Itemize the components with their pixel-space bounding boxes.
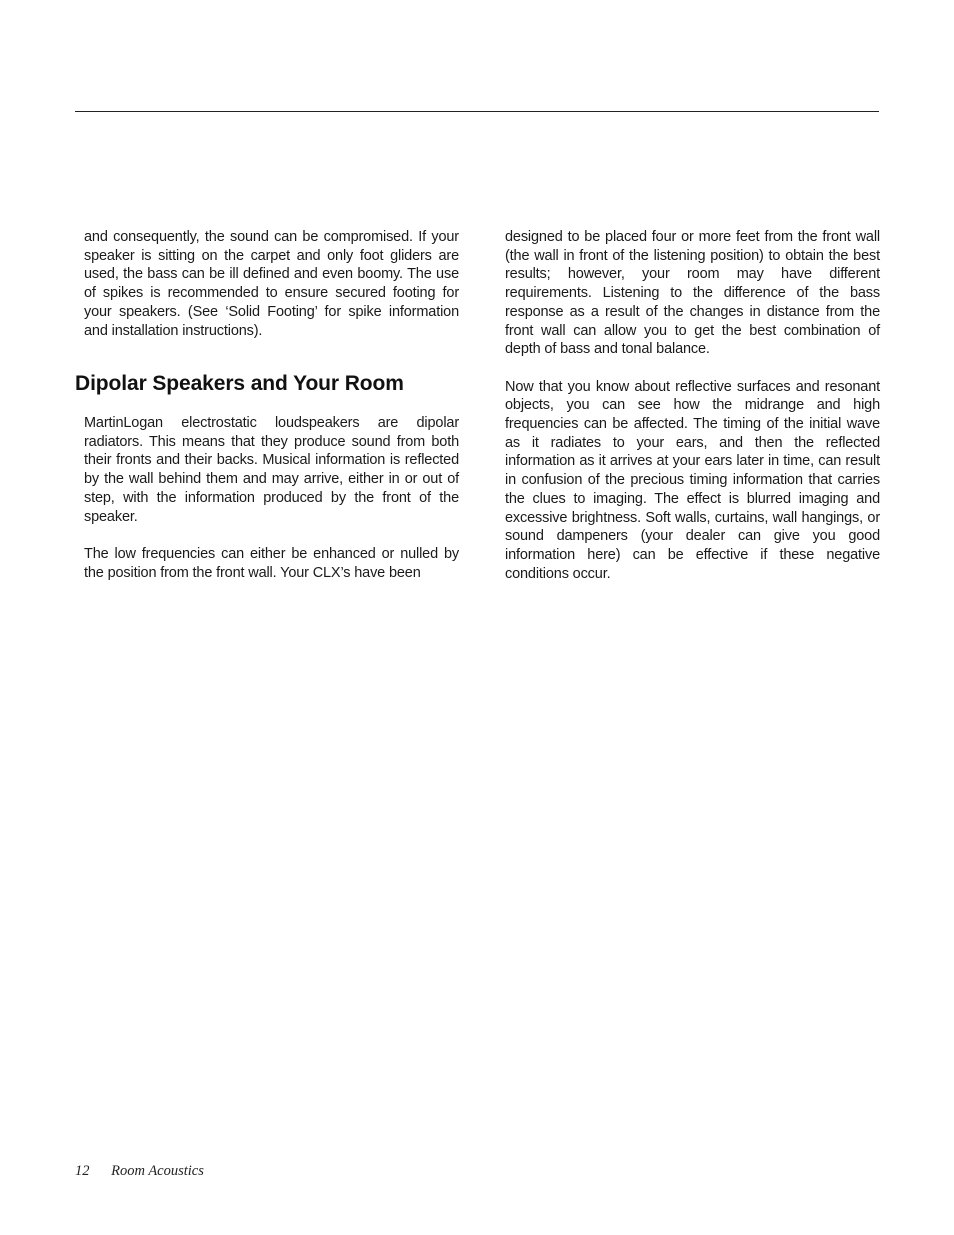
- footer-section-title: Room Acoustics: [111, 1163, 204, 1179]
- left-paragraph-3: The low frequencies can either be enhanced or nulled by the position from the front wall. Your CLX’s have been: [84, 545, 459, 581]
- page-footer: [75, 1163, 204, 1180]
- right-paragraph-2: Now that you know about reflective surfaces and resonant objects, you can see how the midrange and high frequencies can be affected. The timing of the initial wave as it radiates to your ears, and then the reflected information as it arrives at your ears later in time, can result in confusion of the precious timing information that carries the clues to imaging. The effect is blurred imaging and excessive brightness. Soft walls, curtains, wall hangings, or sound dampeners (your dealer can give you good information here) can be effective if these negative conditions occur.: [505, 378, 880, 582]
- right-column: [505, 228, 880, 583]
- left-paragraph-1: and consequently, the sound can be compromised. If your speaker is sitting on the carpet and only foot gliders are used, the bass can be ill defined and even boomy. The use of spikes is recommended to ensure secured footing for your speakers. (See ‘Solid Footing’ for spike information and installation instructions).: [84, 229, 459, 339]
- left-paragraph-2: MartinLogan electrostatic loudspeakers are dipolar radiators. This means that they produce sound from both their fronts and their backs. Musical information is reflected by the wall behind them and may arrive, either in or out of step, with the information produced by the front of the speaker.: [84, 415, 459, 525]
- page-number: 12: [75, 1163, 90, 1179]
- left-column-bottom: [84, 414, 459, 582]
- left-column-top: [84, 228, 459, 340]
- right-paragraph-1: designed to be placed four or more feet from the front wall (the wall in front of the listening position) to obtain the best results; however, your room may have different requirements. Listening to the difference of the bass response as a result of the changes in distance from the front wall can allow you to get the best combination of depth of bass and tonal balance.: [505, 229, 880, 358]
- header-rule: [75, 111, 879, 112]
- section-heading: Dipolar Speakers and Your Room: [75, 372, 404, 395]
